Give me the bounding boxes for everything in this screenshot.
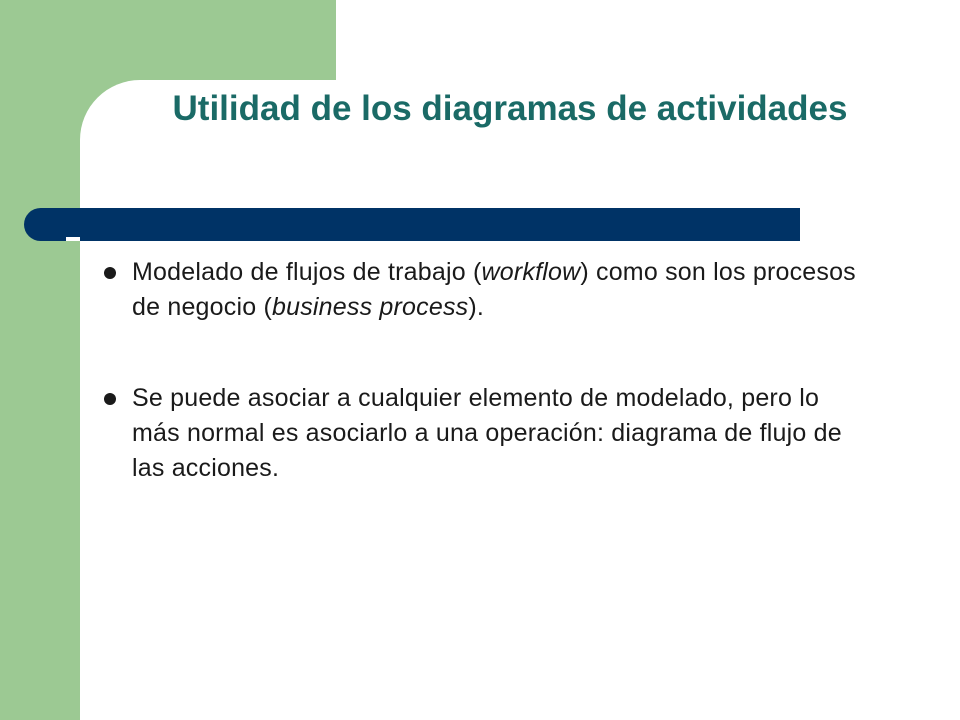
bullet-item (104, 381, 864, 486)
title-bar-notch (66, 237, 80, 241)
bullet-text-part: Se puede asociar a cualquier elemento de modelado, pero lo más normal es asociarlo a una operación: diagrama de flujo de las acciones. (132, 384, 842, 482)
bullet-dot-icon (104, 267, 116, 279)
title-divider-bar (24, 208, 800, 241)
bullet-item (104, 255, 864, 325)
bullet-text-italic-part: workflow (481, 258, 581, 286)
bullet-text-part: Modelado de flujos de trabajo ( (132, 258, 482, 286)
bullet-dot-icon (104, 393, 116, 405)
bullet-text-italic-part: business process (272, 293, 469, 321)
bullet-text-part: ) como son los procesos de negocio ( (132, 258, 856, 321)
bullet-text-part: ). (468, 293, 485, 321)
slide-title: Utilidad de los diagramas de actividades (172, 89, 848, 128)
bullet-list (104, 255, 864, 486)
